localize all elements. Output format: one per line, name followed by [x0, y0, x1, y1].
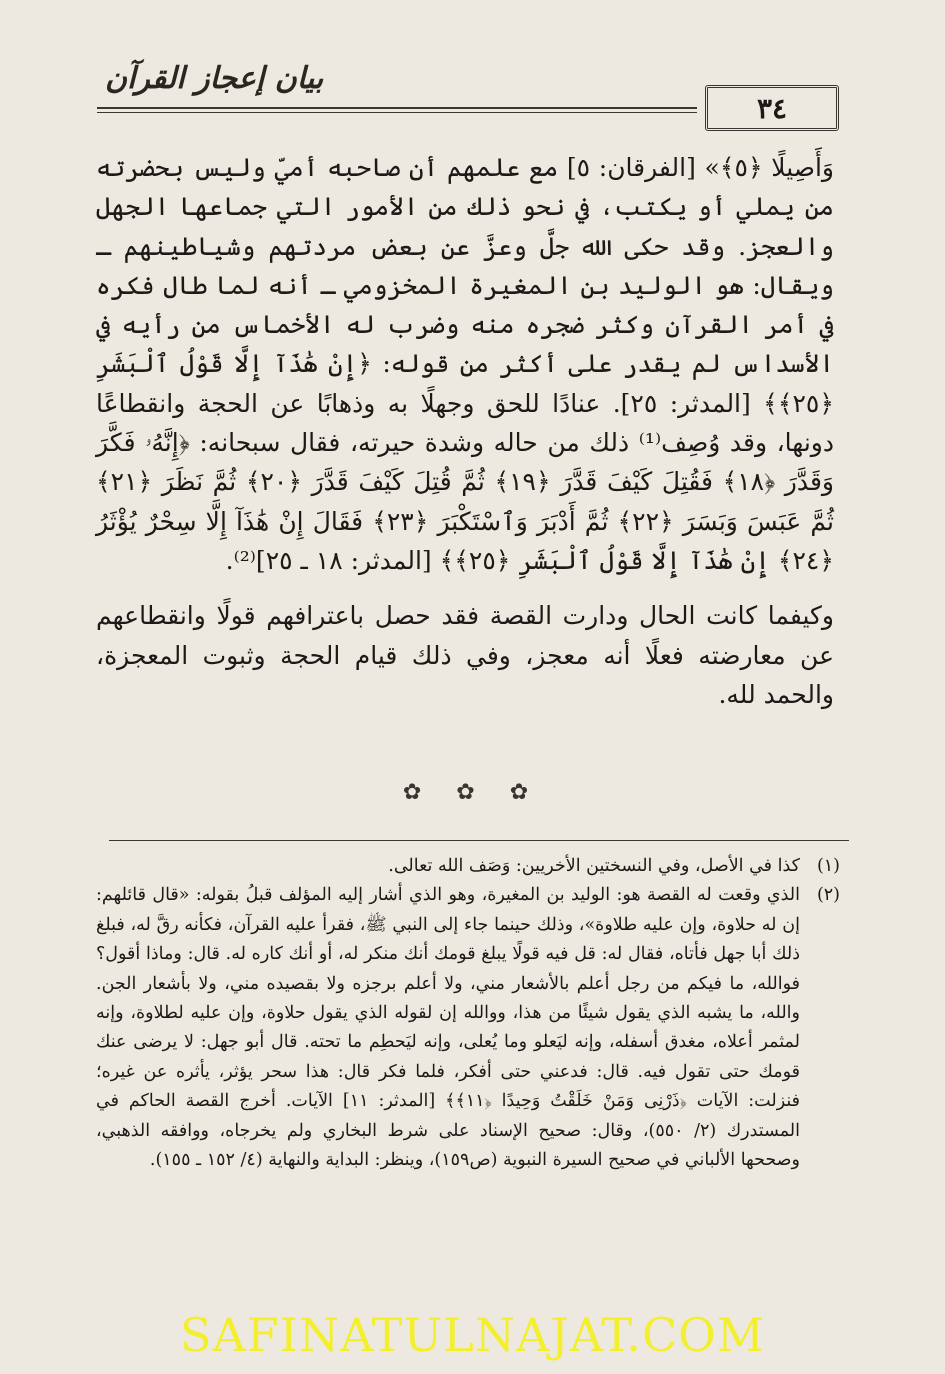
footnote-text: الذي وقعت له القصة هو: الوليد بن المغيرة، وهو الذي أشار إليه المؤلف قبلُ بقوله: «قال قائلهم: إن له حلاوة، وإن عليه طلاوة»، وذلك حينما جاء إلى النبي ﷺ، فقرأ عليه القرآن، فكأنه رقَّ له، فبلغ ذلك أبا جهل فأتاه، فقال له: قل فيه قولًا يبلغ قومك أنك منكر له، أو أنك كاره له. قال: وماذا أقول؟ فوالله، ما فيكم من رجل أعلم بالأشعار مني، ولا أعلم برجزه ولا بقصيده مني، ولا بأشعار الجن. والله، ما يشبه الذي يقول شيئًا من هذا، ووالله إن لقوله الذي يقول حلاوة، وإن عليه لطلاوة، وإنه لمثمر أعلاه، مغدق أسفله، وإنه ليَعلو وما يُعلى، وإنه ليَحطِم ما تحته. قال أبو جهل: لا يرضى عنك قومك حتى تقول فيه. قال: فدعني حتى أفكر، فلما فكر قال: هذا سحر يؤثر، يأثره عن غيره؛ فنزلت: الآيات ﴿ذَرْنِى وَمَنْ خَلَقْتُ وَحِيدًا ﴿١١﴾﴾ [المدثر: ١١] الآيات. أخرج القصة الحاكم في المستدرك (٢/ ٥٥٠)، وقال: صحيح الإسناد على شرط البخاري ولم يخرجاه، ووافقه الذهبي، وصححها الألباني في صحيح السيرة النبوية (ص١٥٩)، وينظر: البداية والنهاية (٤/ ١٥٢ ـ ١٥٥). — [96, 885, 801, 1171]
page-number: ٣٤ — [756, 91, 788, 125]
footnote-text: كذا في الأصل، وفي النسختين الأخريين: وَصَف الله تعالى. — [388, 856, 800, 876]
footnote-number: (١) — [816, 856, 840, 876]
running-header — [97, 55, 849, 127]
watermark: SAFINATULNAJAT.COM — [180, 1308, 765, 1362]
paragraph: وَأَصِيلًا ﴿٥﴾» [الفرقان: ٥] مع علمهم أن صاحبه أميّ وليس بحضرته من يملي أو يكتب، في نحو ذلك من الأمور التي جماعها الجهل والعجز. وقد حكى الله جلَّ وعزَّ عن بعض مردتهم وشياطينهم ـ ويقال: هو الوليد بن المغيرة المخزومي ـ أنه لما طال فكره في أمر القرآن وكثر ضجره منه وضرب له الأخماس من رأيه في الأسداس لم يقدر على أكثر من قوله: ﴿إِنْ هَٰذَآ إِلَّا قَوْلُ ٱلْبَشَرِ ﴿٢٥﴾﴾ [المدثر: ٢٥]. عنادًا للحق وجهلًا به وذهابًا عن الحجة وانقطاعًا دونها، وقد وُصِف⁽¹⁾ ذلك من حاله وشدة حيرته، فقال سبحانه: ﴿إِنَّهُۥ فَكَّرَ وَقَدَّرَ ﴿١٨﴾ فَقُتِلَ كَيْفَ قَدَّرَ ﴿١٩﴾ ثُمَّ قُتِلَ كَيْفَ قَدَّرَ ﴿٢٠﴾ ثُمَّ نَظَرَ ﴿٢١﴾ ثُمَّ عَبَسَ وَبَسَرَ ﴿٢٢﴾ ثُمَّ أَدْبَرَ وَٱسْتَكْبَرَ ﴿٢٣﴾ فَقَالَ إِنْ هَٰذَآ إِلَّا سِحْرٌ يُؤْثَرُ ﴿٢٤﴾ إِنْ هَٰذَآ إِلَّا قَوْلُ ٱلْبَشَرِ ﴿٢٥﴾﴾ [المدثر: ١٨ ـ ٢٥]⁽²⁾. — [96, 153, 834, 575]
page-number-frame — [705, 85, 839, 131]
book-title: بيان إعجاز القرآن — [105, 61, 324, 96]
footnote-number: (٢) — [816, 885, 840, 906]
paragraph: وكيفما كانت الحال ودارت القصة فقد حصل باعترافهم قولًا وانقطاعهم عن معارضته فعلًا أنه معجز، وفي ذلك قيام الحجة وثبوت المعجزة، والحمد لله. — [96, 601, 834, 709]
footnotes — [96, 852, 840, 1175]
section-separator: ✿ ✿ ✿ — [402, 780, 543, 805]
footnote — [96, 852, 840, 881]
header-rule — [97, 107, 697, 113]
footnote-rule — [109, 840, 849, 841]
footnote — [96, 881, 840, 1175]
main-text — [96, 148, 834, 714]
